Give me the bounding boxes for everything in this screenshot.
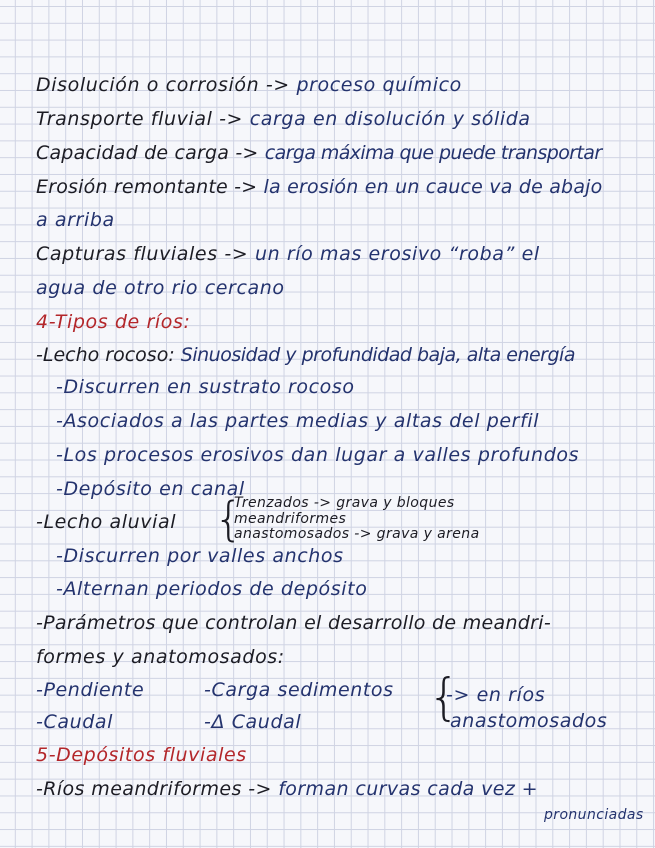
term: -Lecho rocoso: xyxy=(36,344,181,366)
definition: carga en disolución y sólida xyxy=(249,108,531,130)
term: Capacidad de carga -> xyxy=(36,142,265,164)
line-capturas xyxy=(36,245,540,264)
right-group-brace: { xyxy=(428,668,460,726)
line-transporte xyxy=(36,110,531,129)
bullet-asociados: -Asociados a las partes medias y altas del perfil xyxy=(56,410,540,432)
param-carga: -Carga sedimentos xyxy=(204,679,394,701)
definition: forman curvas cada vez + xyxy=(278,778,539,800)
bullet-discurren-rocoso: -Discurren en sustrato rocoso xyxy=(56,376,355,398)
definition: Sinuosidad y profundidad baja, alta energía xyxy=(180,344,575,366)
definition: la erosión en un cauce va de abajo xyxy=(263,176,603,198)
definition: carga máxima que puede transportar xyxy=(264,142,602,164)
term: -Ríos meandriformes -> xyxy=(36,778,279,800)
aluvial-anastomosados: anastomosados -> grava y arena xyxy=(234,526,480,542)
term: Transporte fluvial -> xyxy=(36,108,250,130)
line-parametros-cont: formes y anatomosados: xyxy=(36,646,285,668)
aluvial-meandriformes: meandriformes xyxy=(234,511,347,527)
term: Capturas fluviales -> xyxy=(36,243,255,265)
param-pendiente: -Pendiente xyxy=(36,679,145,701)
term: Disolución o corrosión -> xyxy=(36,74,297,96)
bullet-discurren-anchos: -Discurren por valles anchos xyxy=(56,545,344,567)
line-erosion-cont: a arriba xyxy=(36,209,115,231)
term: Erosión remontante -> xyxy=(36,176,264,198)
param-delta-caudal: -Δ Caudal xyxy=(204,711,302,733)
line-erosion xyxy=(36,178,602,197)
section-heading-depositos: 5-Depósitos fluviales xyxy=(36,744,247,766)
line-parametros: -Parámetros que controlan el desarrollo de meandri- xyxy=(36,612,552,634)
aluvial-trenzados: Trenzados -> grava y bloques xyxy=(234,495,455,511)
line-disolucion xyxy=(36,76,462,95)
line-lecho-rocoso xyxy=(36,346,575,365)
definition: un río mas erosivo “roba” el xyxy=(254,243,540,265)
left-brace: { xyxy=(214,492,244,546)
line-rios-meandriformes-cont: pronunciadas xyxy=(544,807,644,823)
param-caudal: -Caudal xyxy=(36,711,113,733)
param-result-2: anastomosados xyxy=(450,710,608,732)
definition: proceso químico xyxy=(296,74,462,96)
line-rios-meandriformes xyxy=(36,780,538,799)
line-capturas-cont: agua de otro rio cercano xyxy=(36,277,285,299)
param-result-1: -> en ríos xyxy=(446,684,546,706)
bullet-deposito: -Depósito en canal xyxy=(56,478,245,500)
section-heading-tipos: 4-Tipos de ríos: xyxy=(36,311,191,333)
bullet-alternan: -Alternan periodos de depósito xyxy=(56,578,368,600)
bullet-procesos: -Los procesos erosivos dan lugar a valles profundos xyxy=(56,444,580,466)
label-lecho-aluvial: -Lecho aluvial xyxy=(36,511,177,533)
line-capacidad xyxy=(36,144,602,163)
